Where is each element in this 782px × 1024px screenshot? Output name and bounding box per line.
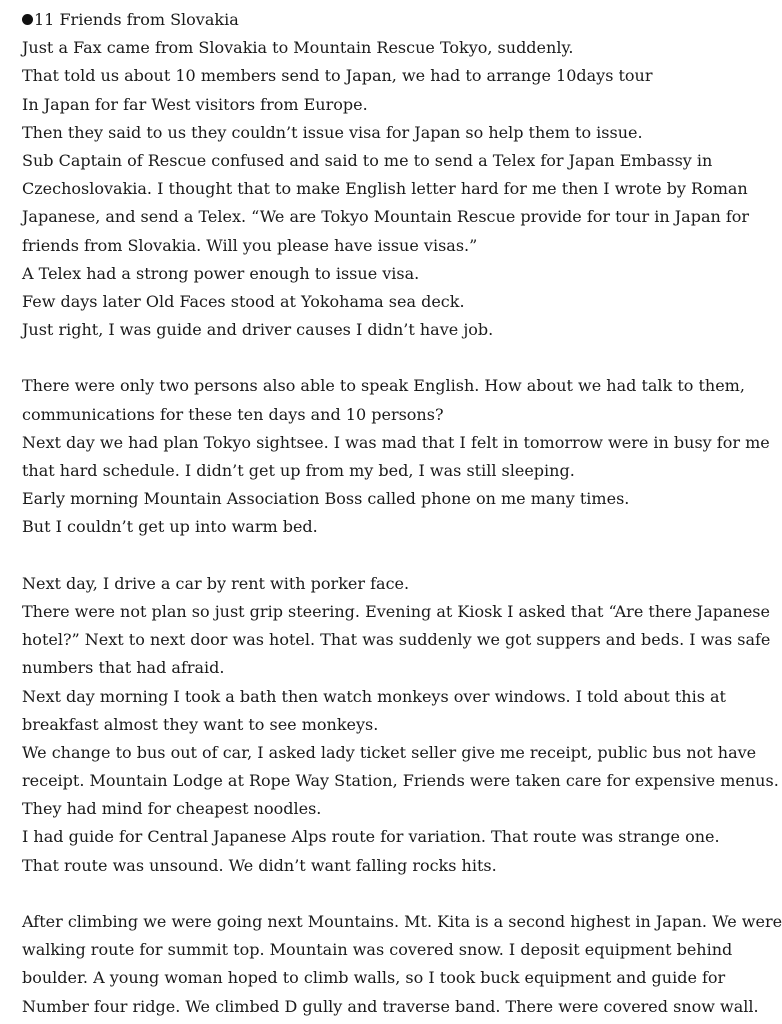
text-line: hotel?” Next to next door was hotel. That was suddenly we got suppers and beds. I was safe [22,630,771,650]
text-line: boulder. A young woman hoped to climb walls, so I took buck equipment and guide for [22,968,726,988]
text-line: They had mind for cheapest noodles. [22,799,322,819]
paragraph-gap [22,344,691,372]
text-line: A Telex had a strong power enough to issue visa. [22,263,420,283]
text-line: Next day morning I took a bath then watch monkeys over windows. I told about this at [22,686,726,706]
text-line: Early morning Mountain Association Boss called phone on me many times. [22,489,630,509]
text-line: Just a Fax came from Slovakia to Mountain Rescue Tokyo, suddenly. [22,38,574,58]
text-line: After climbing we were going next Mountains. Mt. Kita is a second highest in Japan. We were [22,912,782,931]
text-line: In Japan for far West visitors from Europe. [22,94,368,114]
text-line: Sub Captain of Rescue confused and said to me to send a Telex for Japan Embassy in [22,150,713,170]
document-body [22,34,782,1021]
paragraph-gap [22,880,691,908]
text-line: breakfast almost they want to see monkeys. [22,714,379,734]
text-line: There were only two persons also able to speak English. How about we had talk to them, [22,376,745,396]
section-title [22,6,691,34]
text-line: That route was unsound. We didn’t want falling rocks hits. [22,855,497,875]
text-line: We change to bus out of car, I asked lady ticket seller give me receipt, public bus not have [22,742,757,762]
text-line: Then they said to us they couldn’t issue visa for Japan so help them to issue. [22,122,643,142]
section-title-text: 11 Friends from Slovakia [34,10,239,29]
text-line: communications for these ten days and 10 persons? [22,404,444,424]
text-line: receipt. Mountain Lodge at Rope Way Station, Friends were taken care for expensive menus. [22,771,779,791]
text-line: Just right, I was guide and driver causes I didn’t have job. [22,320,494,340]
text-line: Japanese, and send a Telex. “We are Tokyo Mountain Rescue provide for tour in Japan for [22,207,750,227]
text-line: I had guide for Central Japanese Alps route for variation. That route was strange one. [22,827,720,847]
text-line: There were not plan so just grip steering. Evening at Kiosk I asked that “Are there Japanese [22,601,770,621]
text-line: Few days later Old Faces stood at Yokohama sea deck. [22,291,465,311]
text-line: numbers that had afraid. [22,658,225,678]
paragraph-gap [22,542,691,570]
text-line: Number four ridge. We climbed D gully and traverse band. There were covered snow wall. [22,996,759,1016]
text-line: Czechoslovakia. I thought that to make English letter hard for me then I wrote by Roman [22,179,748,199]
document-page [22,6,782,1021]
text-line: friends from Slovakia. Will you please have issue visas.” [22,235,478,255]
text-line: Next day we had plan Tokyo sightsee. I was mad that I felt in tomorrow were in busy for me [22,432,770,452]
text-line: But I couldn’t get up into warm bed. [22,517,318,537]
text-line: that hard schedule. I didn’t get up from my bed, I was still sleeping. [22,461,575,480]
text-line: That told us about 10 members send to Japan, we had to arrange 10days tour [22,66,653,86]
bullet-icon [22,14,33,25]
text-line: walking route for summit top. Mountain was covered snow. I deposit equipment behind [22,940,733,960]
text-line: Next day, I drive a car by rent with porker face. [22,573,410,593]
